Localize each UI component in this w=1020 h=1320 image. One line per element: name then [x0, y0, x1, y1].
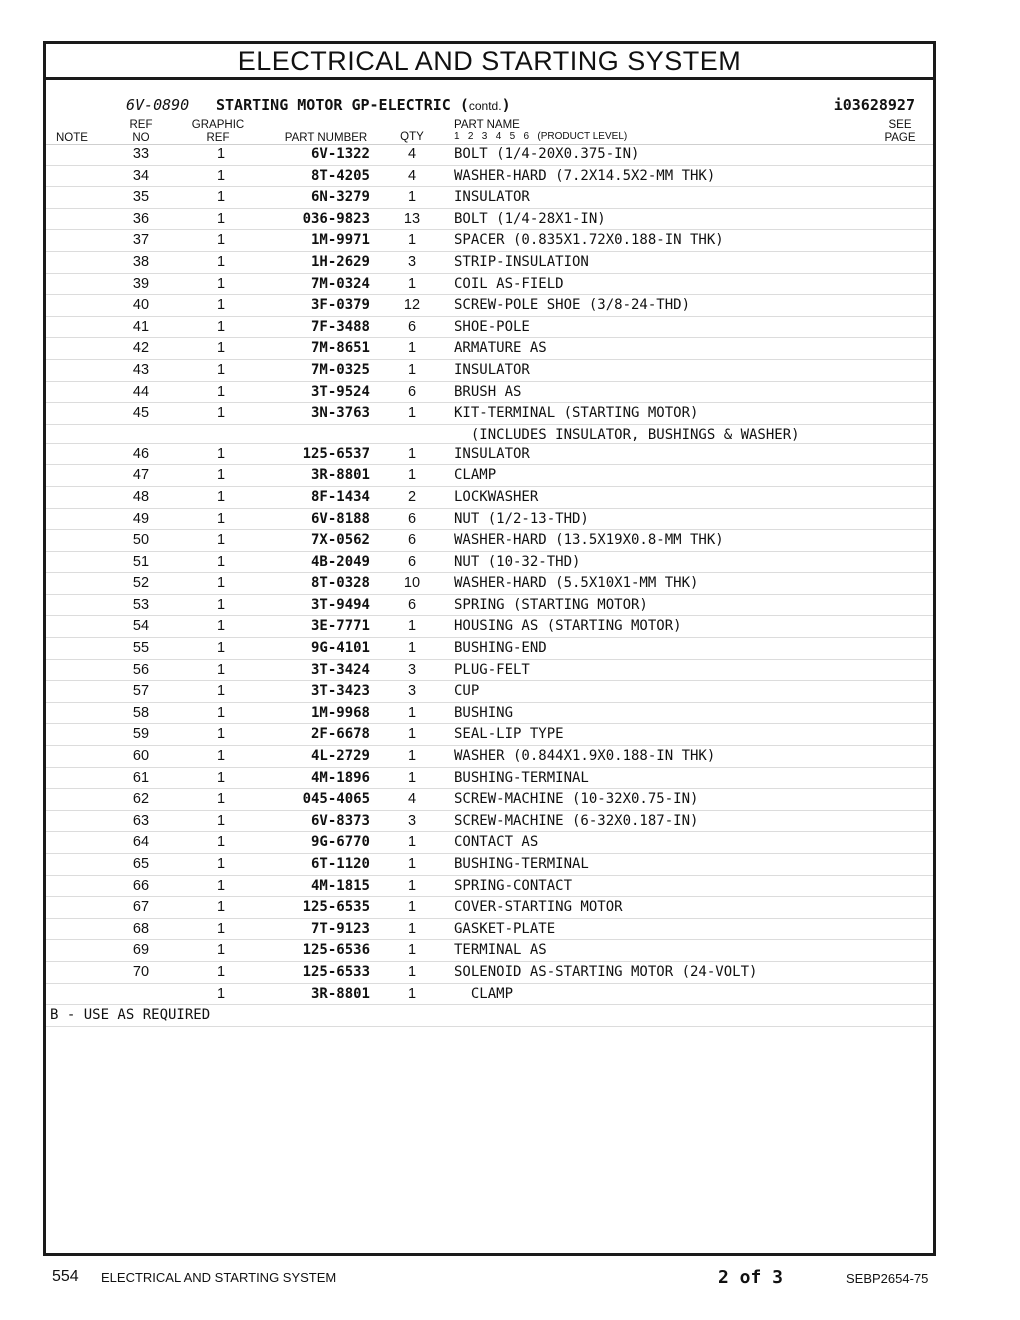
- quantity: 6: [407, 318, 417, 335]
- header-qty: QTY: [400, 131, 424, 143]
- graphic-ref: 1: [216, 146, 226, 162]
- quantity: 2: [407, 488, 417, 505]
- footer-page-of: 2 of 3: [718, 1267, 784, 1288]
- ref-no: 55: [132, 640, 150, 657]
- part-name: PLUG-FELT: [454, 661, 530, 678]
- graphic-ref: 1: [216, 383, 226, 400]
- graphic-ref: 1: [216, 856, 226, 872]
- quantity: 3: [407, 661, 417, 678]
- table-row: [46, 876, 933, 898]
- quantity: 1: [407, 618, 417, 635]
- part-number: 4M-1896: [310, 769, 370, 786]
- quantity: 1: [407, 856, 417, 872]
- table-row: [46, 144, 933, 166]
- table-row: [46, 509, 933, 531]
- ref-no: 48: [132, 488, 150, 505]
- parts-table: [46, 144, 933, 1027]
- footer-section: ELECTRICAL AND STARTING SYSTEM: [101, 1270, 337, 1285]
- part-number: 1M-9971: [310, 232, 370, 249]
- table-row: [46, 187, 933, 209]
- ref-no: 65: [132, 856, 150, 872]
- table-row: [46, 573, 933, 595]
- graphic-ref: 1: [216, 899, 226, 916]
- header-note: NOTE: [56, 132, 88, 144]
- graphic-ref: 1: [216, 189, 226, 206]
- graphic-ref: 1: [216, 253, 226, 270]
- group-identifier: i03628927: [833, 96, 915, 114]
- ref-no: 36: [132, 210, 150, 227]
- part-name: KIT-TERMINAL (STARTING MOTOR): [454, 405, 699, 422]
- part-name: WASHER-HARD (13.5X19X0.8-MM THK): [454, 532, 724, 549]
- graphic-ref: 1: [216, 532, 226, 549]
- part-number: 7M-0324: [310, 275, 370, 292]
- quantity: 1: [407, 405, 417, 422]
- graphic-ref: 1: [216, 361, 226, 378]
- ref-no: 47: [132, 467, 150, 484]
- part-number: 125-6537: [302, 445, 370, 462]
- table-row: [46, 638, 933, 660]
- ref-no: 54: [132, 618, 150, 635]
- part-number: 6N-3279: [310, 189, 370, 206]
- part-number: 3T-9494: [310, 596, 370, 613]
- ref-no: 46: [132, 445, 150, 462]
- table-row: [46, 444, 933, 466]
- table-row: [46, 703, 933, 725]
- header-part-number: PART NUMBER: [284, 132, 368, 144]
- part-number: 7X-0562: [310, 532, 370, 549]
- graphic-ref: 1: [216, 726, 226, 743]
- table-row: [46, 338, 933, 360]
- graphic-ref: 1: [216, 467, 226, 484]
- table-row: [46, 552, 933, 574]
- part-name: SEAL-LIP TYPE: [454, 726, 564, 743]
- graphic-ref: 1: [216, 618, 226, 635]
- part-name: STRIP-INSULATION: [454, 253, 589, 270]
- group-contd: contd.: [468, 99, 502, 113]
- graphic-ref: 1: [216, 812, 226, 829]
- graphic-ref: 1: [216, 596, 226, 613]
- part-name: SCREW-MACHINE (6-32X0.187-IN): [454, 812, 699, 829]
- part-name: INSULATOR: [454, 445, 530, 462]
- header-graphic: GRAPHIC: [191, 119, 245, 131]
- part-name: CLAMP: [454, 467, 497, 484]
- part-name: COVER-STARTING MOTOR: [454, 899, 623, 916]
- part-name: BOLT (1/4-28X1-IN): [454, 210, 606, 227]
- table-row: [46, 768, 933, 790]
- graphic-ref: 1: [216, 340, 226, 357]
- note-text: B - USE AS REQUIRED: [46, 1005, 933, 1027]
- ref-no: 50: [132, 532, 150, 549]
- table-row: [46, 274, 933, 296]
- quantity: 4: [407, 146, 417, 162]
- part-name: BUSHING-END: [454, 640, 547, 657]
- part-name: LOCKWASHER: [454, 488, 539, 505]
- graphic-ref: 1: [216, 748, 226, 765]
- header-ref: REF: [129, 119, 153, 131]
- table-row: [46, 403, 933, 425]
- quantity: 6: [407, 553, 417, 570]
- header-see: SEE: [888, 119, 912, 131]
- ref-no: 40: [132, 297, 150, 314]
- part-name: HOUSING AS (STARTING MOTOR): [454, 618, 682, 635]
- quantity: 1: [407, 769, 417, 786]
- part-name: (INCLUDES INSULATOR, BUSHINGS & WASHER): [454, 426, 800, 443]
- graphic-ref: 1: [216, 963, 226, 980]
- ref-no: 63: [132, 812, 150, 829]
- graphic-ref: 1: [216, 232, 226, 249]
- quantity: 1: [407, 726, 417, 743]
- part-name: CLAMP: [454, 985, 514, 1002]
- part-number: 6V-8188: [310, 510, 370, 527]
- part-number: 1H-2629: [310, 253, 370, 270]
- part-name: SPRING-CONTACT: [454, 877, 573, 894]
- part-name: SPACER (0.835X1.72X0.188-IN THK): [454, 232, 724, 249]
- part-name: WASHER-HARD (5.5X10X1-MM THK): [454, 575, 699, 592]
- quantity: 6: [407, 596, 417, 613]
- table-row: [46, 660, 933, 682]
- part-number: 4B-2049: [310, 553, 370, 570]
- table-row: [46, 530, 933, 552]
- table-row: [46, 252, 933, 274]
- quantity: 1: [407, 640, 417, 657]
- ref-no: 58: [132, 704, 150, 721]
- table-row: [46, 382, 933, 404]
- quantity: 1: [407, 920, 417, 937]
- part-name: SPRING (STARTING MOTOR): [454, 596, 648, 613]
- quantity: 1: [407, 834, 417, 851]
- group-name: [216, 96, 511, 114]
- header-graphic-ref: REF: [206, 132, 230, 144]
- page-title: ELECTRICAL AND STARTING SYSTEM: [46, 44, 933, 80]
- graphic-ref: 1: [216, 791, 226, 808]
- page-frame: [43, 41, 936, 1256]
- graphic-ref: 1: [216, 877, 226, 894]
- quantity: 6: [407, 532, 417, 549]
- part-number: 4L-2729: [310, 748, 370, 765]
- part-number: 7F-3488: [310, 318, 370, 335]
- ref-no: 41: [132, 318, 150, 335]
- table-row: [46, 919, 933, 941]
- part-number: 8T-0328: [310, 575, 370, 592]
- table-row: [46, 317, 933, 339]
- part-name: BRUSH AS: [454, 383, 522, 400]
- part-name: SCREW-POLE SHOE (3/8-24-THD): [454, 297, 691, 314]
- footer-doc-id: SEBP2654-75: [846, 1271, 929, 1286]
- part-number: 045-4065: [302, 791, 370, 808]
- quantity: 3: [407, 683, 417, 700]
- part-name: INSULATOR: [454, 361, 530, 378]
- graphic-ref: 1: [216, 210, 226, 227]
- table-row: [46, 166, 933, 188]
- part-name: GASKET-PLATE: [454, 920, 556, 937]
- ref-no: 67: [132, 899, 150, 916]
- ref-no: 45: [132, 405, 150, 422]
- graphic-ref: 1: [216, 275, 226, 292]
- table-row-continuation: [46, 425, 933, 444]
- quantity: 1: [407, 942, 417, 959]
- part-name: ARMATURE AS: [454, 340, 547, 357]
- quantity: 4: [407, 791, 417, 808]
- ref-no: 44: [132, 383, 150, 400]
- header-see-page: PAGE: [884, 132, 916, 144]
- quantity: 1: [407, 189, 417, 206]
- part-name: CONTACT AS: [454, 834, 539, 851]
- graphic-ref: 1: [216, 920, 226, 937]
- part-number: 3R-8801: [310, 467, 370, 484]
- part-number: 2F-6678: [310, 726, 370, 743]
- ref-no: 62: [132, 791, 150, 808]
- part-name: WASHER (0.844X1.9X0.188-IN THK): [454, 748, 716, 765]
- part-name: CUP: [454, 683, 480, 700]
- part-name: NUT (10-32-THD): [454, 553, 581, 570]
- header-product-level: 1 2 3 4 5 6 (PRODUCT LEVEL): [454, 131, 628, 142]
- table-row: [46, 962, 933, 984]
- graphic-ref: 1: [216, 297, 226, 314]
- graphic-ref: 1: [216, 985, 226, 1002]
- ref-no: 53: [132, 596, 150, 613]
- ref-no: 64: [132, 834, 150, 851]
- table-row: [46, 854, 933, 876]
- ref-no: 69: [132, 942, 150, 959]
- quantity: 1: [407, 232, 417, 249]
- table-row: [46, 746, 933, 768]
- part-name: SHOE-POLE: [454, 318, 530, 335]
- graphic-ref: 1: [216, 834, 226, 851]
- graphic-ref: 1: [216, 704, 226, 721]
- part-number: 125-6536: [302, 942, 370, 959]
- table-row: [46, 487, 933, 509]
- ref-no: 38: [132, 253, 150, 270]
- part-number: 4M-1815: [310, 877, 370, 894]
- header-ref-no: NO: [132, 132, 150, 144]
- group-code: 6V-0890: [126, 96, 190, 114]
- part-number: 6V-1322: [310, 146, 370, 162]
- quantity: 6: [407, 383, 417, 400]
- ref-no: 56: [132, 661, 150, 678]
- part-name: SCREW-MACHINE (10-32X0.75-IN): [454, 791, 699, 808]
- ref-no: 61: [132, 769, 150, 786]
- column-headers: [46, 118, 933, 145]
- quantity: 1: [407, 877, 417, 894]
- ref-no: 34: [132, 167, 150, 184]
- ref-no: 35: [132, 189, 150, 206]
- part-number: 6T-1120: [310, 856, 370, 872]
- footer-page-number: 554: [52, 1268, 79, 1285]
- graphic-ref: 1: [216, 510, 226, 527]
- quantity: 1: [407, 445, 417, 462]
- ref-no: 70: [132, 963, 150, 980]
- graphic-ref: 1: [216, 769, 226, 786]
- quantity: 1: [407, 963, 417, 980]
- graphic-ref: 1: [216, 575, 226, 592]
- quantity: 3: [407, 253, 417, 270]
- table-row: [46, 360, 933, 382]
- group-header: [46, 96, 933, 118]
- quantity: 12: [403, 297, 421, 314]
- part-number: 7M-8651: [310, 340, 370, 357]
- ref-no: 51: [132, 553, 150, 570]
- quantity: 4: [407, 167, 417, 184]
- table-row: [46, 724, 933, 746]
- group-name-text: STARTING MOTOR GP-ELECTRIC (: [216, 96, 469, 114]
- part-name: SOLENOID AS-STARTING MOTOR (24-VOLT): [454, 963, 758, 980]
- table-row: [46, 209, 933, 231]
- table-row: [46, 897, 933, 919]
- graphic-ref: 1: [216, 942, 226, 959]
- part-number: 9G-4101: [310, 640, 370, 657]
- table-row: [46, 811, 933, 833]
- quantity: 1: [407, 340, 417, 357]
- part-number: 3T-3424: [310, 661, 370, 678]
- page-footer: [0, 1266, 1020, 1290]
- table-row: [46, 940, 933, 962]
- part-number: 7T-9123: [310, 920, 370, 937]
- part-number: 3F-0379: [310, 297, 370, 314]
- quantity: 6: [407, 510, 417, 527]
- part-number: 1M-9968: [310, 704, 370, 721]
- quantity: 3: [407, 812, 417, 829]
- ref-no: 39: [132, 275, 150, 292]
- ref-no: 68: [132, 920, 150, 937]
- part-number: 6V-8373: [310, 812, 370, 829]
- part-number: 125-6533: [302, 963, 370, 980]
- part-name: INSULATOR: [454, 189, 530, 206]
- graphic-ref: 1: [216, 661, 226, 678]
- ref-no: 66: [132, 877, 150, 894]
- part-number: 3R-8801: [310, 985, 370, 1002]
- table-row: [46, 832, 933, 854]
- ref-no: 60: [132, 748, 150, 765]
- ref-no: 42: [132, 340, 150, 357]
- graphic-ref: 1: [216, 318, 226, 335]
- ref-no: 52: [132, 575, 150, 592]
- part-number: 7M-0325: [310, 361, 370, 378]
- quantity: 1: [407, 275, 417, 292]
- quantity: 1: [407, 704, 417, 721]
- graphic-ref: 1: [216, 640, 226, 657]
- part-name: TERMINAL AS: [454, 942, 547, 959]
- table-row: [46, 595, 933, 617]
- part-name: WASHER-HARD (7.2X14.5X2-MM THK): [454, 167, 716, 184]
- table-row: [46, 984, 933, 1006]
- quantity: 1: [407, 985, 417, 1002]
- part-number: 9G-6770: [310, 834, 370, 851]
- quantity: 10: [403, 575, 421, 592]
- part-number: 3T-9524: [310, 383, 370, 400]
- part-name: COIL AS-FIELD: [454, 275, 564, 292]
- graphic-ref: 1: [216, 405, 226, 422]
- table-row: [46, 465, 933, 487]
- part-number: 036-9823: [302, 210, 370, 227]
- part-name: BOLT (1/4-20X0.375-IN): [454, 146, 640, 162]
- part-number: 8T-4205: [310, 167, 370, 184]
- header-part-name: PART NAME: [454, 119, 520, 131]
- part-name: NUT (1/2-13-THD): [454, 510, 589, 527]
- table-row: [46, 681, 933, 703]
- part-number: 125-6535: [302, 899, 370, 916]
- quantity: 1: [407, 748, 417, 765]
- ref-no: 57: [132, 683, 150, 700]
- part-number: 3T-3423: [310, 683, 370, 700]
- part-name: BUSHING-TERMINAL: [454, 769, 589, 786]
- graphic-ref: 1: [216, 553, 226, 570]
- table-row: [46, 295, 933, 317]
- part-number: 3N-3763: [310, 405, 370, 422]
- graphic-ref: 1: [216, 488, 226, 505]
- graphic-ref: 1: [216, 445, 226, 462]
- table-row: [46, 616, 933, 638]
- quantity: 13: [403, 210, 421, 227]
- part-name: BUSHING: [454, 704, 514, 721]
- group-name-close: ): [501, 96, 511, 114]
- part-name: BUSHING-TERMINAL: [454, 856, 589, 872]
- part-number: 3E-7771: [310, 618, 370, 635]
- quantity: 1: [407, 467, 417, 484]
- ref-no: 33: [132, 146, 150, 162]
- graphic-ref: 1: [216, 167, 226, 184]
- part-number: 8F-1434: [310, 488, 370, 505]
- ref-no: 37: [132, 232, 150, 249]
- table-row: [46, 789, 933, 811]
- ref-no: 59: [132, 726, 150, 743]
- quantity: 1: [407, 361, 417, 378]
- ref-no: 43: [132, 361, 150, 378]
- ref-no: 49: [132, 510, 150, 527]
- quantity: 1: [407, 899, 417, 916]
- graphic-ref: 1: [216, 683, 226, 700]
- table-row: [46, 230, 933, 252]
